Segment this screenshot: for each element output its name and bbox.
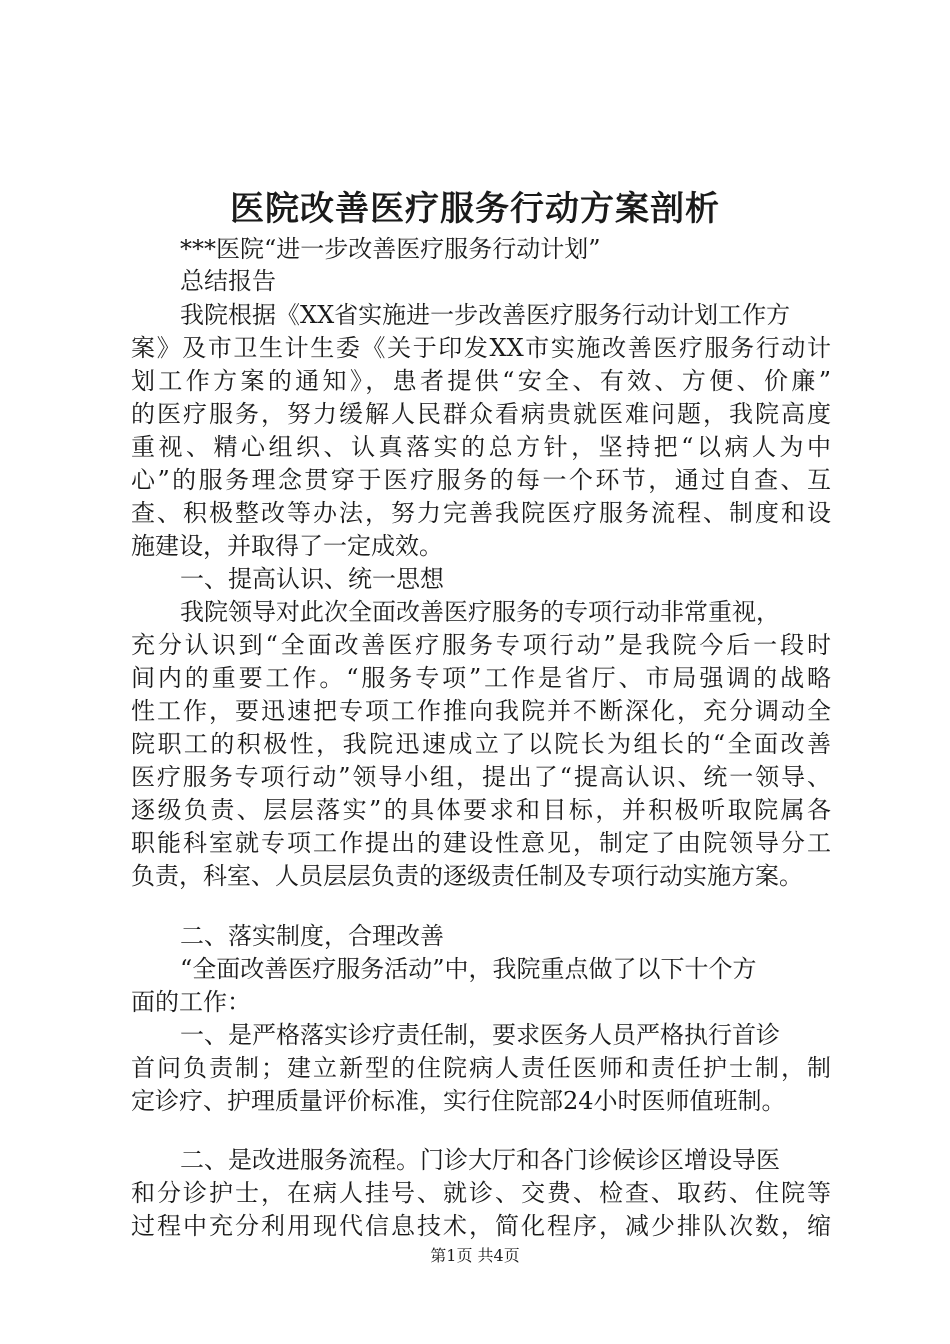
paragraph-line: “全面改善医疗服务活动”中，我院重点做了以下十个方 [180, 955, 757, 983]
paragraph-line: 我院领导对此次全面改善医疗服务的专项行动非常重视， [180, 598, 780, 626]
paragraph-line: 面的工作： [131, 988, 251, 1016]
paragraph-line: 和分诊护士，在病人挂号、就诊、交费、检查、取药、住院等 [131, 1179, 831, 1207]
paragraph-line: 院职工的积极性，我院迅速成立了以院长为组长的“全面改善 [131, 730, 831, 758]
section-heading: 一、提高认识、统一思想 [180, 565, 444, 593]
paragraph-line: 过程中充分利用现代信息技术，简化程序，减少排队次数，缩 [131, 1212, 831, 1240]
section-heading: 二、落实制度，合理改善 [180, 922, 444, 950]
paragraph-line: 医疗服务专项行动”领导小组，提出了“提高认识、统一领导、 [131, 763, 831, 791]
page-footer: 第1页 共4页 [430, 1246, 520, 1265]
paragraph-line: 二、是改进服务流程。门诊大厅和各门诊候诊区增设导医 [180, 1146, 780, 1174]
subtitle-line: ***医院“进一步改善医疗服务行动计划” [180, 235, 601, 263]
paragraph-line: 划工作方案的通知》，患者提供“安全、有效、方便、价廉” [131, 367, 831, 395]
paragraph-line: 我院根据《XX省实施进一步改善医疗服务行动计划工作方 [180, 301, 791, 329]
subtitle-line: 总结报告 [180, 267, 276, 295]
paragraph-line: 一、是严格落实诊疗责任制，要求医务人员严格执行首诊 [180, 1021, 780, 1049]
paragraph-line: 性工作，要迅速把专项工作推向我院并不断深化，充分调动全 [131, 697, 831, 725]
paragraph-line: 充分认识到“全面改善医疗服务专项行动”是我院今后一段时 [131, 631, 831, 659]
paragraph-line: 负责，科室、人员层层负责的逐级责任制及专项行动实施方案。 [131, 862, 803, 890]
paragraph-line: 定诊疗、护理质量评价标准，实行住院部24小时医师值班制。 [131, 1087, 786, 1115]
paragraph-line: 职能科室就专项工作提出的建设性意见，制定了由院领导分工 [131, 829, 831, 857]
paragraph-line: 案》及市卫生计生委《关于印发XX市实施改善医疗服务行动计 [131, 334, 831, 362]
paragraph-line: 重视、精心组织、认真落实的总方针，坚持把“以病人为中 [131, 433, 831, 461]
paragraph-line: 心”的服务理念贯穿于医疗服务的每一个环节，通过自查、互 [131, 466, 831, 494]
paragraph-line: 查、积极整改等办法，努力完善我院医疗服务流程、制度和设 [131, 499, 831, 527]
paragraph-line: 逐级负责、层层落实”的具体要求和目标，并积极听取院属各 [131, 796, 831, 824]
paragraph-line: 间内的重要工作。“服务专项”工作是省厅、市局强调的战略 [131, 664, 831, 692]
paragraph-line: 的医疗服务，努力缓解人民群众看病贵就医难问题，我院高度 [131, 400, 831, 428]
document-title: 医院改善医疗服务行动方案剖析 [230, 189, 720, 229]
paragraph-line: 首问负责制；建立新型的住院病人责任医师和责任护士制，制 [131, 1054, 831, 1082]
paragraph-line: 施建设，并取得了一定成效。 [131, 532, 443, 560]
